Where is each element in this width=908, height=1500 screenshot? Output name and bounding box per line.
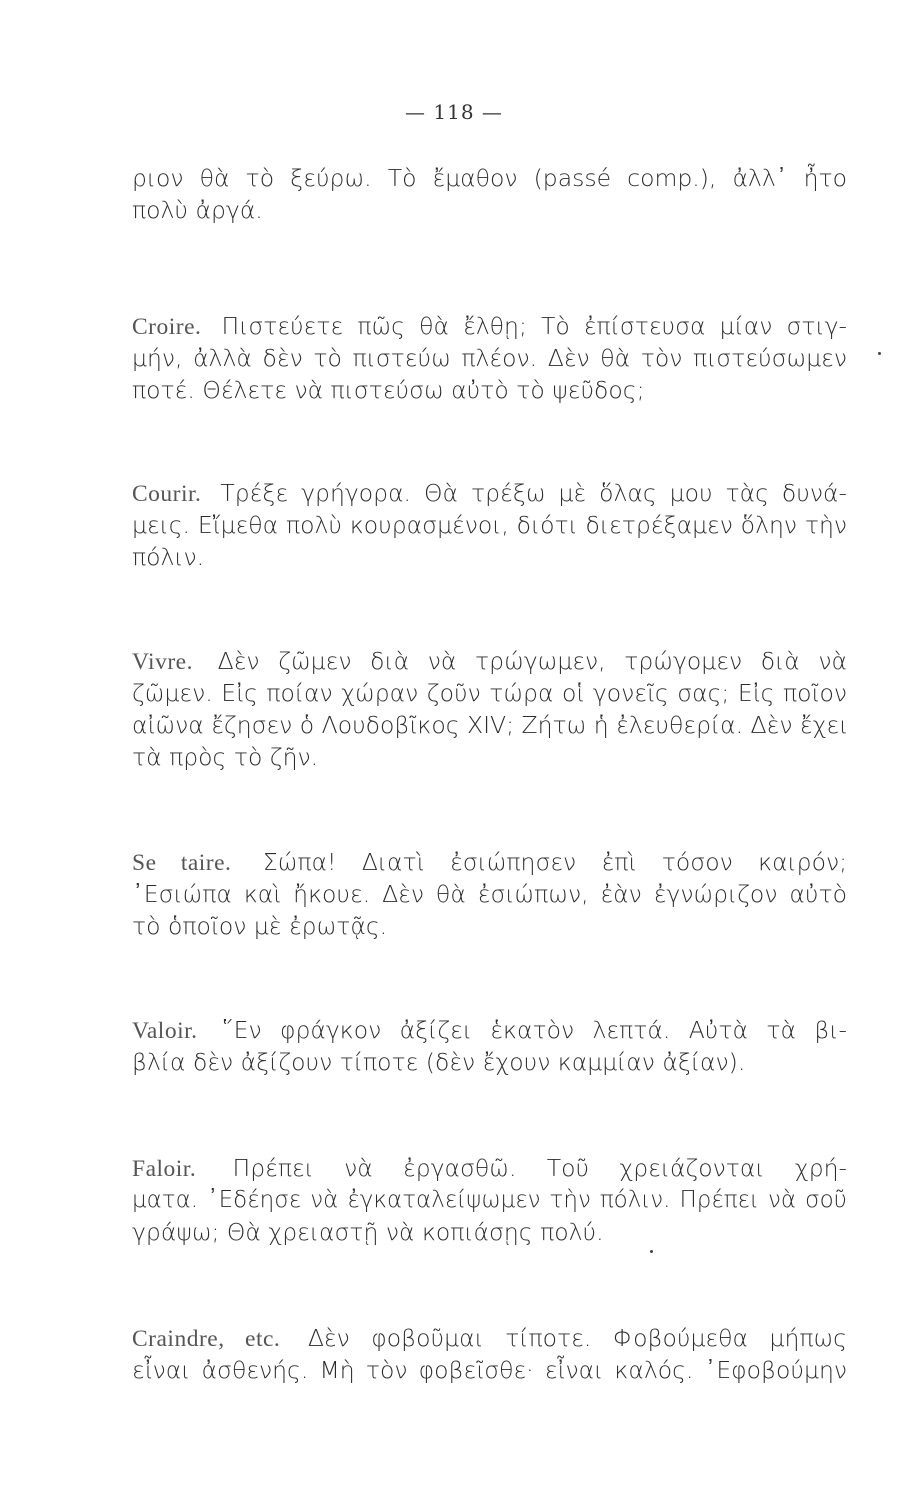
- text-line: πολὺ ἀργά.: [132, 196, 263, 224]
- text-line-with-lead: [132, 1322, 847, 1354]
- text-line: αἰῶνα ἔζησεν ὁ Λουδοβῖκος XIV; Ζήτω ἡ ἐλευθερία. Δὲν ἔχει: [132, 711, 849, 739]
- text-line: πόλιν.: [132, 543, 205, 571]
- text-fragment: Πιστεύετε πῶς θὰ ἔλθῃ; Τὸ ἐπίστευσα μίαν στιγ-: [221, 312, 847, 340]
- text-line: βλία δὲν ἀξίζουν τίποτε (δὲν ἔχουν καμμίαν ἀξίαν).: [132, 1048, 746, 1076]
- verb-heading: Valoir.: [132, 1018, 198, 1044]
- text-fragment: Σώπα! Διατὶ ἐσιώπησεν ἐπὶ τόσον καιρόν;: [262, 848, 847, 876]
- verb-heading: Vivre.: [132, 649, 193, 675]
- text-fragment: Δὲν φοβοῦμαι τίποτε. Φοβούμεθα μήπως: [307, 1324, 847, 1352]
- text-line: μεις. Εἴμεθα πολὺ κουρασμένοι, διότι διετρέξαμεν ὅλην τὴν: [132, 511, 847, 539]
- verb-heading: Se taire.: [132, 850, 232, 876]
- text-line: γράψω; Θὰ χρειαστῇ νὰ κοπιάσῃς πολύ.: [132, 1218, 604, 1246]
- text-fragment: Δὲν ζῶμεν διὰ νὰ τρώγωμεν, τρώγομεν διὰ νὰ: [217, 647, 847, 675]
- page-number: — 118 —: [405, 100, 503, 124]
- text-line: ᾽Εσιώπα καὶ ἤκουε. Δὲν θὰ ἐσιώπων, ἐὰν ἐγνώριζον αὐτὸ: [132, 880, 847, 908]
- text-line-with-lead: [132, 645, 847, 677]
- paragraph-courir: [132, 477, 847, 573]
- verb-heading: Croire.: [132, 314, 202, 340]
- text-line: τὰ πρὸς τὸ ζῆν.: [132, 743, 319, 771]
- paragraph-continuation: [132, 162, 847, 226]
- text-fragment: Τρέξε γρήγορα. Θὰ τρέξω μὲ ὅλας μου τὰς δυνά-: [220, 479, 847, 507]
- paragraph-croire: [132, 310, 847, 406]
- text-line-with-lead: [132, 310, 847, 342]
- text-line: ποτέ. Θέλετε νὰ πιστεύσω αὐτὸ τὸ ψεῦδος;: [132, 376, 645, 404]
- text-line-with-lead: [132, 846, 847, 878]
- print-speck: [650, 1250, 653, 1253]
- verb-heading: Courir.: [132, 481, 202, 507]
- text-line-with-lead: [132, 1152, 847, 1184]
- text-fragment: ῞Εν φράγκον ἀξίζει ἑκατὸν λεπτά. Αὐτὰ τὰ βι-: [221, 1016, 847, 1044]
- paragraph-se-taire: [132, 846, 847, 942]
- text-line: μήν, ἀλλὰ δὲν τὸ πιστεύω πλέον. Δὲν θὰ τὸν πιστεύσωμεν: [132, 344, 847, 372]
- text-line-with-lead: [132, 477, 847, 509]
- paragraph-faloir: [132, 1152, 847, 1248]
- paragraph-vivre: [132, 645, 847, 773]
- verb-heading: Craindre, etc.: [132, 1326, 281, 1352]
- paragraph-craindre: [132, 1322, 847, 1386]
- text-line: εἶναι ἀσθενής. Μὴ τὸν φοβεῖσθε· εἶναι καλός. ᾽Εφοβούμην: [132, 1356, 847, 1384]
- verb-heading: Faloir.: [132, 1156, 197, 1182]
- text-fragment: Πρέπει νὰ ἐργασθῶ. Τοῦ χρειάζονται χρή-: [232, 1154, 847, 1182]
- text-line: τὸ ὁποῖον μὲ ἐρωτᾷς.: [132, 912, 388, 940]
- text-line: ματα. ᾽Εδέησε νὰ ἐγκαταλείψωμεν τὴν πόλιν. Πρέπει νὰ σοῦ: [132, 1187, 847, 1213]
- text-line: ζῶμεν. Εἰς ποίαν χώραν ζοῦν τώρα οἱ γονεῖς σας; Εἰς ποῖον: [132, 679, 847, 707]
- paragraph-valoir: [132, 1014, 847, 1078]
- text-line-with-lead: [132, 1014, 847, 1046]
- print-speck: [878, 352, 881, 355]
- text-line: ριον θὰ τὸ ξεύρω. Τὸ ἔμαθον (passé comp.), ἀλλ᾽ ἦτο: [132, 164, 847, 192]
